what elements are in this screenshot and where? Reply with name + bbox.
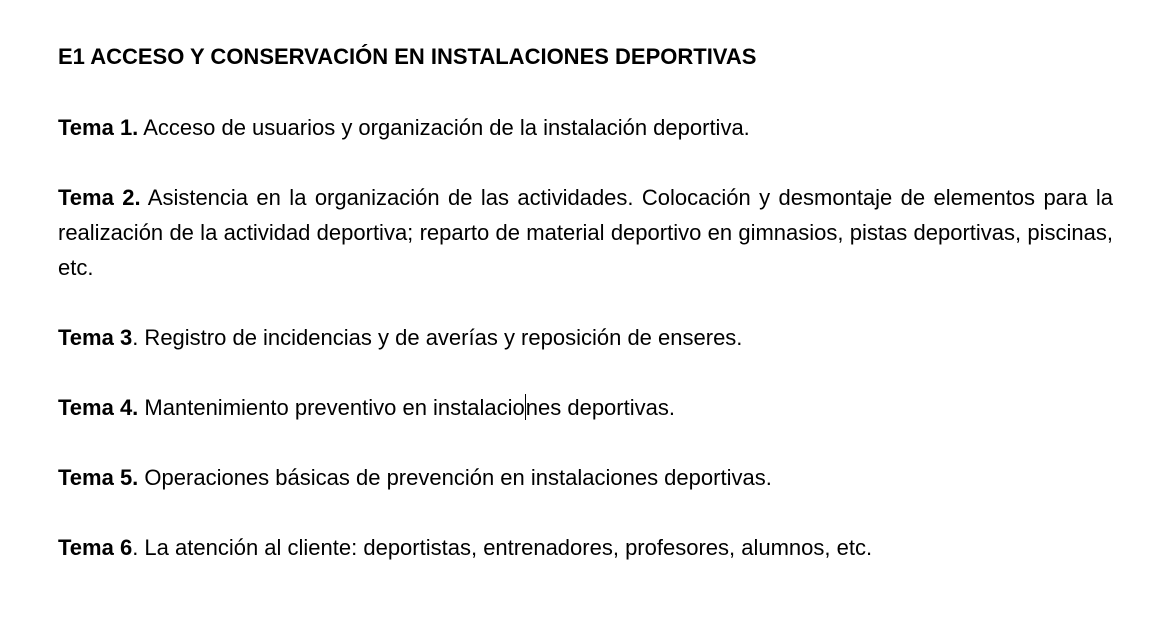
- tema-5-paragraph: [58, 460, 1113, 495]
- tema-5-text: Operaciones básicas de prevención en instalaciones deportivas.: [138, 465, 772, 490]
- tema-3-text: Registro de incidencias y de averías y reposición de enseres.: [138, 325, 743, 350]
- tema-6-text: La atención al cliente: deportistas, entrenadores, profesores, alumnos, etc.: [138, 535, 873, 560]
- tema-4-paragraph: [58, 390, 1113, 425]
- document-body[interactable]: [58, 40, 1113, 600]
- tema-6-separator: .: [132, 535, 139, 560]
- tema-4-text-before-cursor: Mantenimiento preventivo en instalacio: [138, 395, 525, 420]
- tema-6-label: Tema 6: [58, 535, 133, 560]
- tema-4-text-after-cursor: nes deportivas.: [525, 395, 675, 420]
- tema-5-label: Tema 5.: [58, 465, 139, 490]
- tema-3-label: Tema 3: [58, 325, 133, 350]
- tema-3-paragraph: [58, 320, 1113, 355]
- tema-4-label: Tema 4.: [58, 395, 139, 420]
- tema-1-label: Tema 1.: [58, 115, 139, 140]
- tema-3-separator: .: [132, 325, 139, 350]
- tema-1-paragraph: [58, 110, 1113, 145]
- tema-2-label: Tema 2.: [58, 185, 141, 210]
- tema-6-paragraph: [58, 530, 1113, 565]
- document-heading: E1 ACCESO Y CONSERVACIÓN EN INSTALACIONES DEPORTIVAS: [58, 44, 757, 69]
- tema-2-paragraph: [58, 180, 1113, 285]
- tema-2-text: Asistencia en la organización de las actividades. Colocación y desmontaje de elementos para la realización de la actividad deportiva; reparto de material deportivo en gimnasios, pistas deportivas, piscinas, etc.: [58, 185, 1113, 280]
- tema-1-text: Acceso de usuarios y organización de la instalación deportiva.: [138, 115, 750, 140]
